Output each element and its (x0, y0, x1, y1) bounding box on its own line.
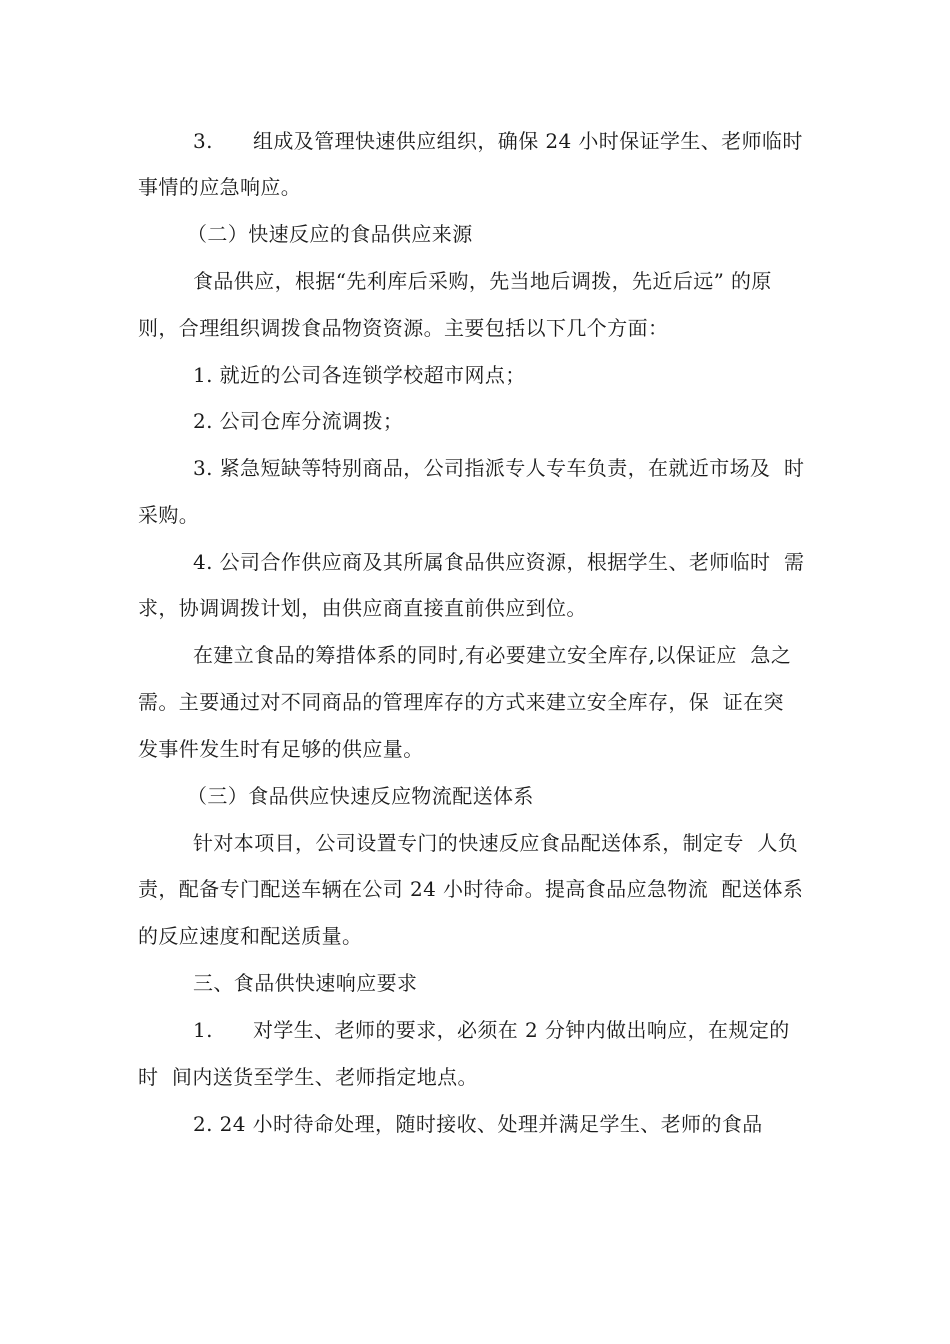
section-heading-main-3: 三、食品供快速响应要求 (193, 971, 418, 995)
requirement-2-line-1: 2. 24 小时待命处理，随时接收、处理并满足学生、老师的食品 (193, 1112, 763, 1136)
paragraph-delivery-line-2: 责，配备专门配送车辆在公司 24 小时待命。提高食品应急物流 配送体系 (138, 877, 804, 901)
paragraph-supply-line-2: 则，合理组织调拨食品物资资源。主要包括以下几个方面： (138, 316, 669, 340)
item-3-number: 3. (193, 129, 213, 153)
paragraph-inventory-line-3: 发事件发生时有足够的供应量。 (138, 737, 424, 761)
requirement-1-line-2: 时 间内送货至学生、老师指定地点。 (138, 1065, 478, 1089)
item-3-line-2: 事情的应急响应。 (138, 175, 302, 199)
item-3-line-1: 组成及管理快速供应组织，确保 24 小时保证学生、老师临时 (253, 129, 803, 153)
list-item-3-line-1: 3. 紧急短缺等特别商品，公司指派专人专车负责，在就近市场及 时 (193, 456, 805, 480)
paragraph-supply-line-1: 食品供应，根据“先利库后采购，先当地后调拨，先近后远” 的原 (193, 269, 772, 293)
list-item-4-line-2: 求，协调调拨计划，由供应商直接直前供应到位。 (138, 596, 587, 620)
paragraph-delivery-line-1: 针对本项目，公司设置专门的快速反应食品配送体系，制定专 人负 (193, 831, 799, 855)
section-heading-3: （三）食品供应快速反应物流配送体系 (187, 784, 534, 808)
list-item-1: 1. 就近的公司各连锁学校超市网点； (193, 363, 526, 387)
requirement-1-number: 1. (193, 1018, 213, 1042)
list-item-2: 2. 公司仓库分流调拨； (193, 409, 404, 433)
paragraph-inventory-line-1: 在建立食品的筹措体系的同时,有必要建立安全库存,以保证应 急之 (193, 643, 792, 667)
list-item-4-line-1: 4. 公司合作供应商及其所属食品供应资源，根据学生、老师临时 需 (193, 550, 805, 574)
list-item-3-line-2: 采购。 (138, 503, 200, 527)
paragraph-delivery-line-3: 的反应速度和配送质量。 (138, 924, 363, 948)
paragraph-inventory-line-2: 需。主要通过对不同商品的管理库存的方式来建立安全库存，保 证在突 (138, 690, 784, 714)
requirement-1-line-1: 对学生、老师的要求，必须在 2 分钟内做出响应，在规定的 (253, 1018, 790, 1042)
section-heading-2: （二）快速反应的食品供应来源 (187, 222, 473, 246)
